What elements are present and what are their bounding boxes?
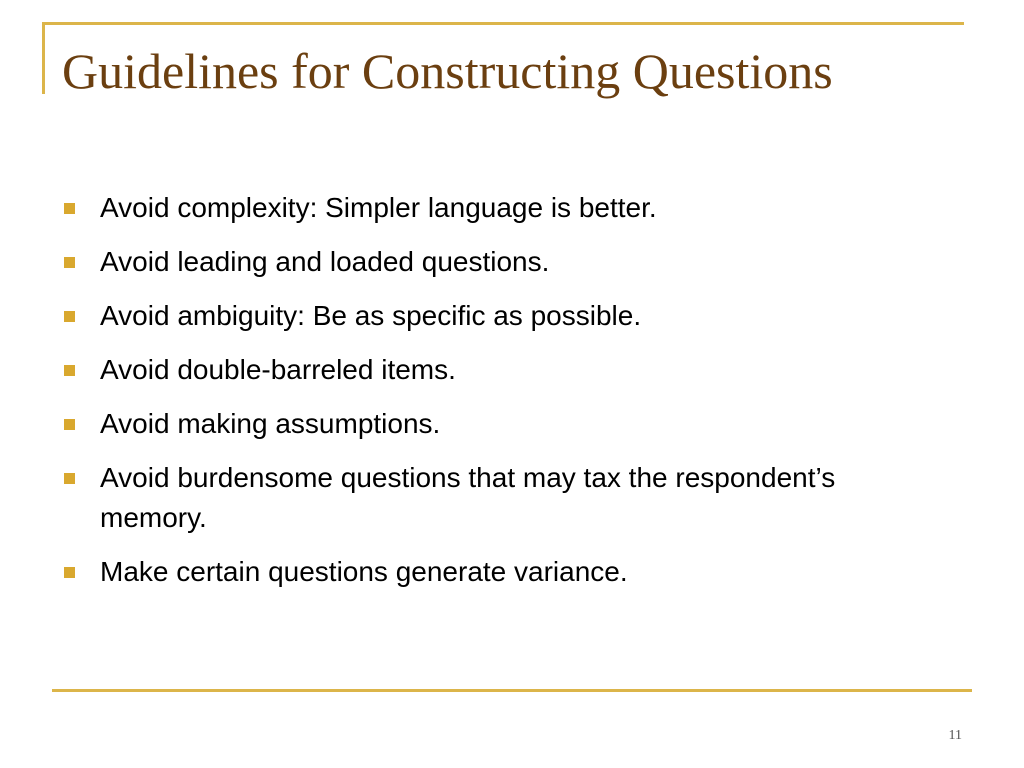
bullet-text: Avoid making assumptions. <box>100 408 441 439</box>
bullet-text: Make certain questions generate variance. <box>100 556 628 587</box>
bullet-item <box>62 552 942 592</box>
square-bullet-icon <box>64 311 75 322</box>
square-bullet-icon <box>64 203 75 214</box>
bullet-item <box>62 404 942 444</box>
left-accent-rule <box>42 22 45 94</box>
bullet-text: Avoid ambiguity: Be as specific as possible. <box>100 300 642 331</box>
square-bullet-icon <box>64 567 75 578</box>
bullet-item <box>62 242 942 282</box>
bullet-item <box>62 458 942 538</box>
square-bullet-icon <box>64 473 75 484</box>
bullet-item <box>62 350 942 390</box>
bullet-item <box>62 188 942 228</box>
bullet-text: Avoid burdensome questions that may tax the respondent’s memory. <box>100 462 836 533</box>
bullet-text: Avoid leading and loaded questions. <box>100 246 550 277</box>
page-number: 11 <box>948 728 962 743</box>
top-accent-rule <box>42 22 964 25</box>
slide-title: Guidelines for Constructing Questions <box>62 43 833 99</box>
bullet-text: Avoid double-barreled items. <box>100 354 456 385</box>
square-bullet-icon <box>64 365 75 376</box>
bullet-text: Avoid complexity: Simpler language is better. <box>100 192 657 223</box>
bullet-list <box>62 188 942 606</box>
square-bullet-icon <box>64 419 75 430</box>
square-bullet-icon <box>64 257 75 268</box>
bullet-item <box>62 296 942 336</box>
bottom-accent-rule <box>52 689 972 692</box>
